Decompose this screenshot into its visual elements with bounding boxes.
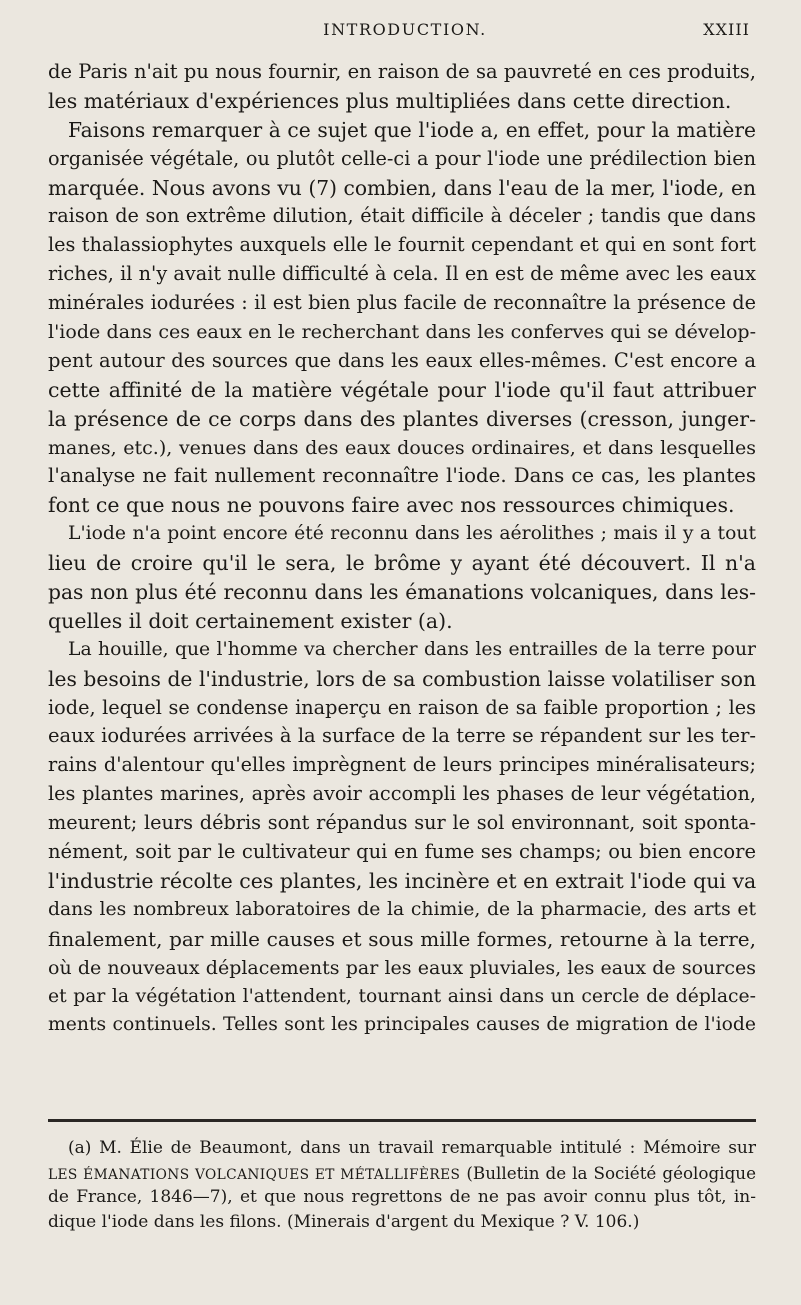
text-line: quelles il doit certainement exister (a). <box>48 608 453 633</box>
text-line: l'industrie récolte ces plantes, les incinère et en extrait l'iode qui va <box>48 868 757 893</box>
footnote-line: de France, 1846—7), et que nous regrettons de ne pas avoir connu plus tôt, in- <box>48 1187 756 1208</box>
footnote-line: dique l'iode dans les filons. (Minerais d'argent du Mexique ? V. 106.) <box>48 1211 640 1232</box>
text-line: de Paris n'ait pu nous fournir, en raison de sa pauvreté en ces produits, <box>48 60 756 83</box>
text-line: dans les nombreux laboratoires de la chimie, de la pharmacie, des arts et <box>48 898 756 920</box>
text-line: lieu de croire qu'il le sera, le brôme y ayant été découvert. Il n'a <box>48 551 756 576</box>
text-line: les besoins de l'industrie, lors de sa combustion laisse volatiliser son <box>48 666 756 691</box>
text-line: les thalassiophytes auxquels elle le fournit cependant et qui en sont fort <box>48 233 756 257</box>
text-line: organisée végétale, ou plutôt celle-ci a pour l'iode une prédilection bien <box>48 146 756 170</box>
footnote-divider <box>48 1119 756 1122</box>
running-title: INTRODUCTION. <box>323 20 487 39</box>
text-line: les matériaux d'expériences plus multipliées dans cette direction. <box>48 88 732 113</box>
text-line: et par la végétation l'attendent, tournant ainsi dans un cercle de déplace- <box>48 985 756 1007</box>
text-line: eaux iodurées arrivées à la surface de la terre se répandent sur les ter- <box>48 724 756 748</box>
text-line: pent autour des sources que dans les eaux elles-mêmes. C'est encore a <box>48 348 756 372</box>
text-line: raison de son extrême dilution, était difficile à déceler ; tandis que dans <box>48 204 756 228</box>
footnote-line <box>48 1161 756 1186</box>
footnote-line: (a) M. Élie de Beaumont, dans un travail remarquable intitulé : Mémoire sur <box>68 1138 756 1158</box>
text-line: iode, lequel se condense inaperçu en raison de sa faible proportion ; les <box>48 695 756 719</box>
footnote-smallcaps-title: LES ÉMANATIONS VOLCANIQUES ET MÉTALLIFÈRES <box>48 1166 461 1183</box>
text-line: la présence de ce corps dans des plantes diverses (cresson, junger- <box>48 406 756 431</box>
text-line: La houille, que l'homme va chercher dans les entrailles de la terre pour <box>68 638 756 660</box>
text-line: font ce que nous ne pouvons faire avec nos ressources chimiques. <box>48 493 735 518</box>
text-line: l'analyse ne fait nullement reconnaître l'iode. Dans ce cas, les plantes <box>48 464 756 488</box>
text-line: manes, etc.), venues dans des eaux douces ordinaires, et dans lesquelles <box>48 436 756 459</box>
text-line: ments continuels. Telles sont les principales causes de migration de l'iode <box>48 1014 756 1036</box>
text-line: riches, il n'y avait nulle difficulté à cela. Il en est de même avec les eaux <box>48 262 756 286</box>
text-line: Faisons remarquer à ce sujet que l'iode a, en effet, pour la matière <box>68 117 756 142</box>
footnote-line-rest: (Bulletin de la Société géologique <box>460 1162 757 1183</box>
text-line: nément, soit par le cultivateur qui en fume ses champs; ou bien encore <box>48 840 756 864</box>
text-line: meurent; leurs débris sont répandus sur le sol environnant, soit sponta- <box>48 811 756 835</box>
text-line: rains d'alentour qu'elles imprègnent de leurs principes minéralisateurs; <box>48 753 756 777</box>
body-text <box>48 58 756 1040</box>
text-line: minérales iodurées : il est bien plus facile de reconnaître la présence de <box>48 291 756 315</box>
text-line: où de nouveaux déplacements par les eaux pluviales, les eaux de sources <box>48 956 756 979</box>
text-line: les plantes marines, après avoir accompli les phases de leur végétation, <box>48 782 756 806</box>
text-line: finalement, par mille causes et sous mille formes, retourne à la terre, <box>48 926 756 951</box>
footnote <box>48 1136 756 1234</box>
text-line: L'iode n'a point encore été reconnu dans les aérolithes ; mais il y a tout <box>68 523 756 545</box>
text-line: l'iode dans ces eaux en le recherchant dans les conferves qui se dévelop- <box>48 321 756 344</box>
text-line: pas non plus été reconnu dans les émanations volcaniques, dans les- <box>48 580 756 605</box>
page-number: XXIII <box>703 20 750 39</box>
running-head <box>60 14 750 44</box>
text-line: marquée. Nous avons vu (7) combien, dans l'eau de la mer, l'iode, en <box>48 175 756 200</box>
text-line: cette affinité de la matière végétale pour l'iode qu'il faut attribuer <box>48 377 756 402</box>
